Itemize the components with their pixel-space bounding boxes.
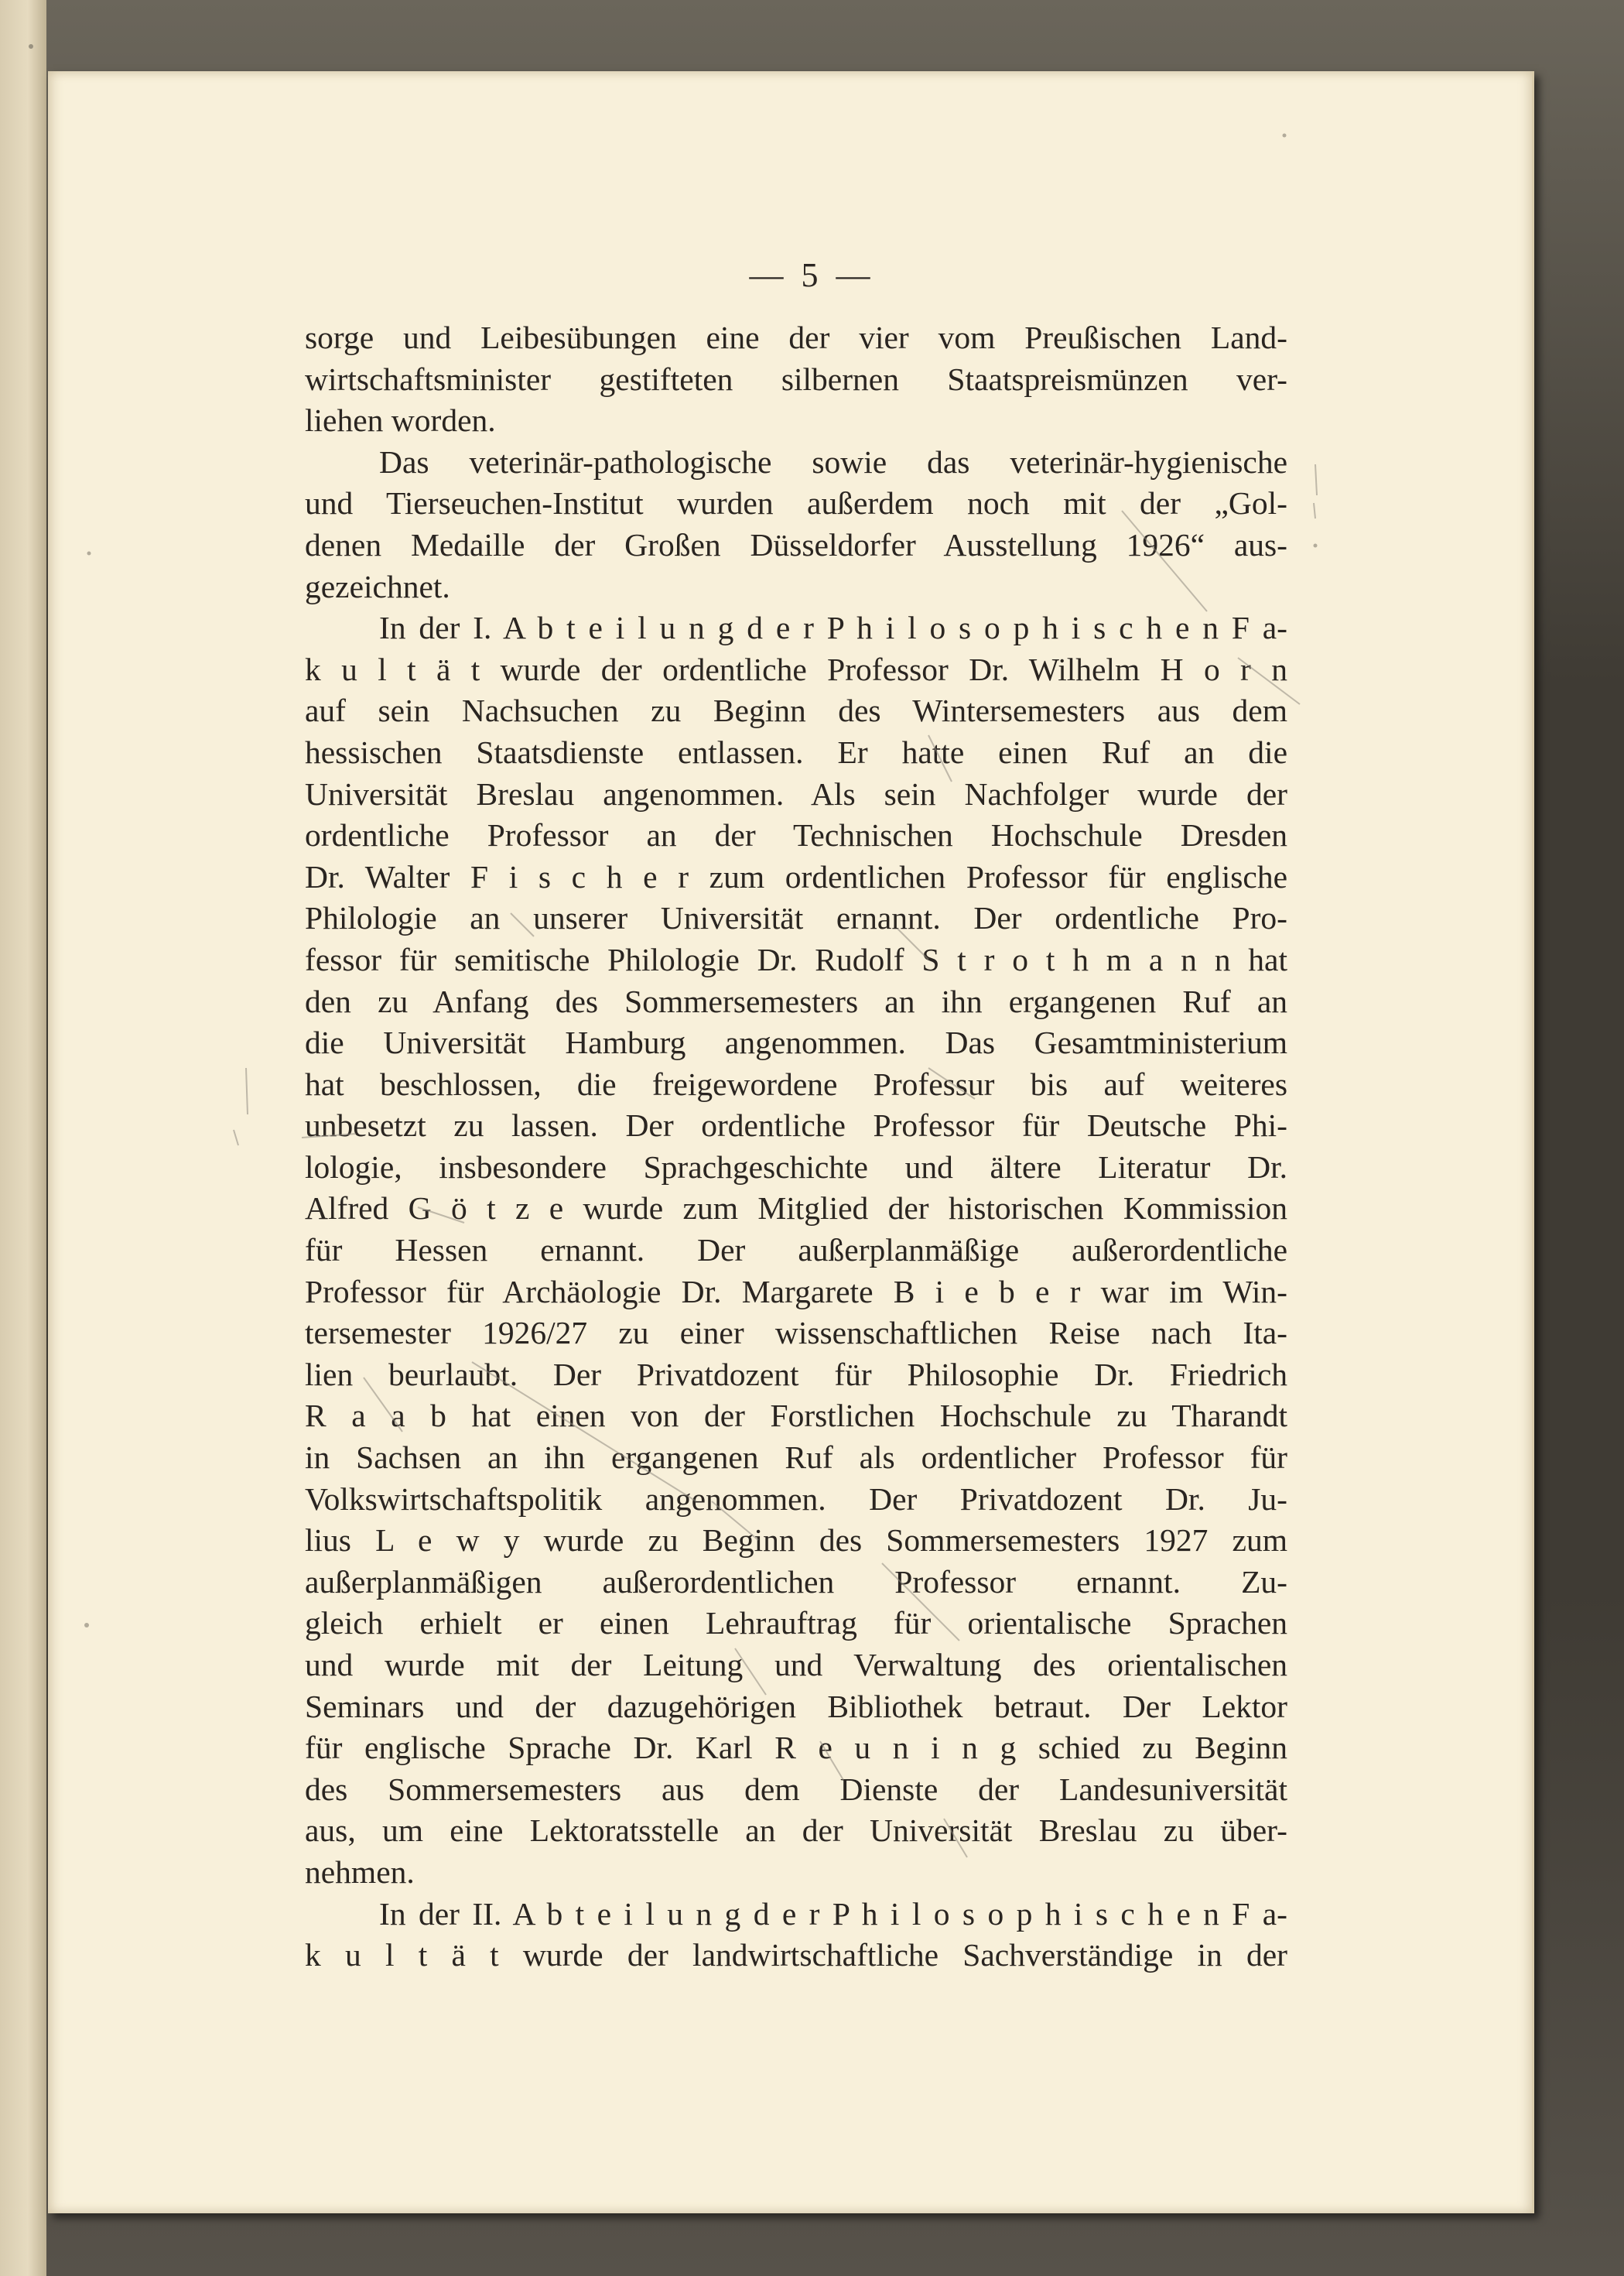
text-line: gleich erhielt er einen Lehrauftrag für orientalische Sprachen — [305, 1605, 1287, 1641]
text-line: ordentliche Professor an der Technischen Hochschule Dresden — [305, 817, 1287, 854]
text-line: und wurde mit der Leitung und Verwaltung des orientalischen — [305, 1647, 1287, 1682]
text-line: Dr. Walter F i s c h e r zum ordentlichen Professor für englische — [305, 858, 1287, 895]
speck — [87, 552, 91, 556]
pencil-stroke — [1122, 511, 1207, 611]
text-line: Universität Breslau angenommen. Als sein Nachfolger wurde der — [305, 775, 1287, 812]
text-line: des Sommersemesters aus dem Dienste der Landesuniversität — [305, 1771, 1287, 1807]
text-line: gezeichnet. — [305, 568, 450, 604]
pencil-stroke — [712, 1501, 758, 1540]
text-line: aus, um eine Lektoratsstelle an der Universität Breslau zu über- — [305, 1812, 1287, 1849]
pencil-stroke — [302, 1134, 356, 1138]
text-line: Professor für Archäologie Dr. Margarete B i e b e r war im Win- — [305, 1273, 1287, 1309]
page-number: — 5 — — [749, 256, 875, 294]
text-line: fessor für semitische Philologie Dr. Rudolf S t r o t h m a n n hat — [305, 941, 1287, 977]
text-line: Philologie an unserer Universität ernannt. Der ordentliche Pro- — [305, 900, 1287, 936]
text-line: nehmen. — [305, 1853, 415, 1890]
text-line: hat beschlossen, die freigewordene Professur bis auf weiteres — [305, 1066, 1287, 1102]
text-line: sorge und Leibesübungen eine der vier vom Preußischen Land- — [305, 320, 1287, 355]
text-line: auf sein Nachsuchen zu Beginn des Wintersemesters aus dem — [305, 693, 1287, 729]
pencil-stroke — [1238, 658, 1300, 704]
text-line: für Hessen ernannt. Der außerplanmäßige außerordentliche — [305, 1232, 1287, 1268]
text-line: Volkswirtschaftspolitik angenommen. Der Privatdozent Dr. Ju- — [305, 1480, 1287, 1517]
pencil-stroke — [735, 1648, 766, 1695]
pencil-stroke — [511, 913, 534, 936]
text-line: tersemester 1926/27 zu einer wissenschaftlichen Reise nach Ita- — [305, 1315, 1287, 1351]
speck — [29, 44, 33, 49]
text-line: und Tierseuchen-Institut wurden außerdem noch mit der „Gol- — [305, 485, 1287, 522]
text-line: in Sachsen an ihn ergangenen Ruf als ordentlicher Professor für — [305, 1439, 1287, 1476]
pencil-stroke — [418, 1207, 464, 1223]
text-line: k u l t ä t wurde der ordentliche Professor Dr. Wilhelm H o r n — [305, 651, 1287, 687]
pencil-stroke — [246, 1068, 248, 1114]
text-line: Seminars und der dazugehörigen Bibliothek betraut. Der Lektor — [305, 1688, 1287, 1724]
speck — [1314, 544, 1318, 548]
text-line: den zu Anfang des Sommersemesters an ihn ergangenen Ruf an — [305, 983, 1287, 1019]
pencil-stroke — [928, 735, 952, 782]
pencil-stroke — [897, 929, 928, 960]
pencil-stroke — [1315, 464, 1317, 495]
text-line: lologie, insbesondere Sprachgeschichte und ältere Literatur Dr. — [305, 1148, 1287, 1185]
pencil-stroke — [882, 1563, 959, 1641]
text-line: In der II. A b t e i l u n g d e r P h i l o s o p h i s c h e n F a- — [379, 1895, 1287, 1932]
speck — [1283, 134, 1287, 138]
pencil-stroke — [820, 1741, 843, 1780]
text-line: die Universität Hamburg angenommen. Das Gesamtministerium — [305, 1025, 1287, 1061]
text-line: R a a b hat einen von der Forstlichen Hochschule zu Tharandt — [305, 1398, 1287, 1434]
text-line: liehen worden. — [305, 402, 496, 439]
text-line: In der I. A b t e i l u n g d e r P h i l o s o p h i s c h e n F a- — [379, 610, 1287, 646]
text-line: denen Medaille der Großen Düsseldorfer Ausstellung 1926“ aus- — [305, 526, 1287, 563]
pencil-stroke — [944, 1819, 967, 1857]
text-line: hessischen Staatsdienste entlassen. Er hatte einen Ruf an die — [305, 734, 1287, 770]
text-line: lien beurlaubt. Der Privatdozent für Philosophie Dr. Friedrich — [305, 1356, 1287, 1392]
text-line: wirtschaftsminister gestifteten silbernen Staatspreismünzen ver- — [305, 361, 1287, 397]
text-line: außerplanmäßigen außerordentlichen Professor ernannt. Zu- — [305, 1563, 1287, 1600]
pencil-stroke — [928, 1068, 975, 1099]
text-line: k u l t ä t wurde der landwirtschaftliche Sachverständige in der — [305, 1937, 1287, 1973]
pencil-stroke — [472, 1362, 696, 1501]
text-line: unbesetzt zu lassen. Der ordentliche Professor für Deutsche Phi- — [305, 1107, 1287, 1144]
text-line: für englische Sprache Dr. Karl R e u n i n g schied zu Beginn — [305, 1730, 1287, 1766]
text-line: lius L e w y wurde zu Beginn des Sommersemesters 1927 zum — [305, 1522, 1287, 1559]
pencil-stroke — [234, 1130, 238, 1145]
text-line: Alfred G ö t z e wurde zum Mitglied der historischen Kommission — [305, 1190, 1287, 1227]
speck — [84, 1623, 89, 1627]
text-line: Das veterinär-pathologische sowie das veterinär-hygienische — [379, 443, 1287, 480]
pencil-stroke — [364, 1378, 402, 1432]
pencil-stroke — [1314, 503, 1315, 519]
